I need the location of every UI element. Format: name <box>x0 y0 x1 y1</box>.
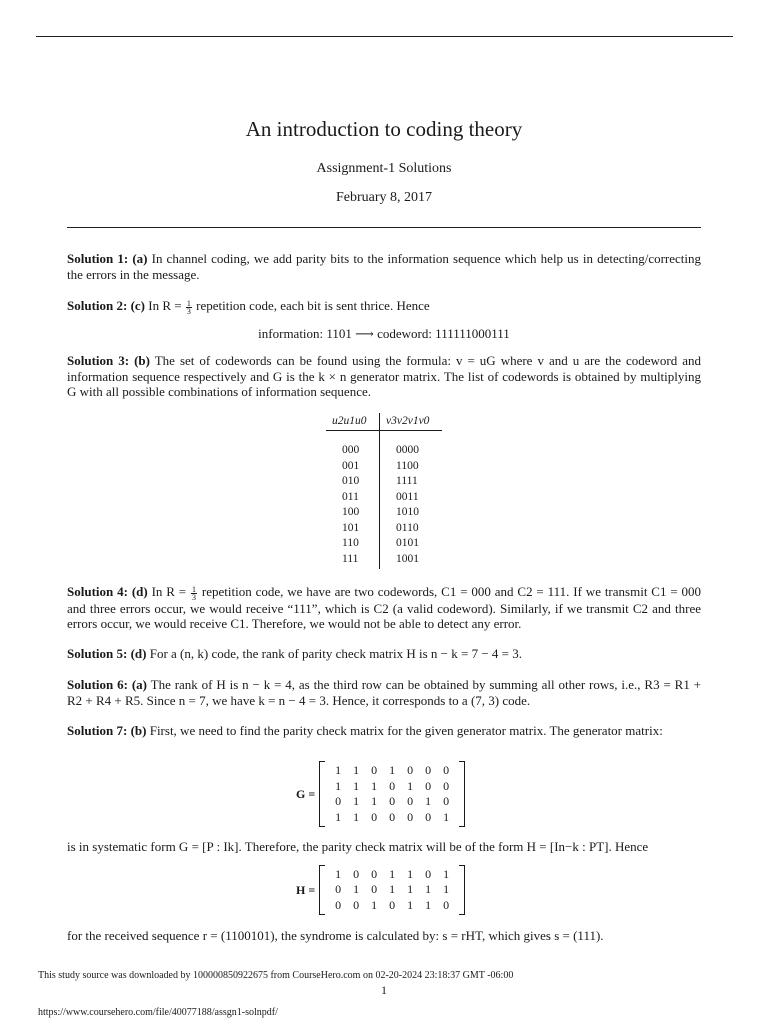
page-number: 1 <box>381 983 387 997</box>
solution-1-label: Solution 1: <box>67 251 129 266</box>
g-matrix-entry: 0 <box>425 778 432 793</box>
h-matrix-entry: 1 <box>443 866 450 881</box>
h-matrix-entry: 0 <box>335 882 342 897</box>
h-matrix-entry: 0 <box>353 866 360 881</box>
solution-7-answer: (b) <box>130 723 147 738</box>
g-matrix-entries <box>325 763 459 825</box>
h-matrix-entry: 0 <box>335 897 342 912</box>
table-cell-info: 101 <box>342 521 360 534</box>
g-matrix-entry: 0 <box>335 794 342 808</box>
parity-check-matrix <box>296 865 465 915</box>
solution-2 <box>67 298 701 315</box>
table-row <box>326 506 442 522</box>
table-row <box>326 522 442 538</box>
table-cell-codeword: 1010 <box>396 506 419 518</box>
g-matrix-entry: 0 <box>425 763 432 777</box>
g-matrix-entry: 1 <box>371 778 378 793</box>
solution-2-text-a: In R = <box>148 298 182 313</box>
h-matrix-entry: 0 <box>353 897 360 912</box>
download-source-note: This study source was downloaded by 100000850922675 from CourseHero.com on 02-20-2024 23:18:37 GMT -06:00 <box>38 970 514 981</box>
g-matrix-entry: 1 <box>353 794 360 808</box>
table-cell-info: 100 <box>342 506 360 518</box>
generator-matrix <box>296 761 465 827</box>
solution-5 <box>67 646 701 662</box>
solution-4-text: repetition code, we have are two codewords, C1 = 000 and C2 = 111. If we transmit C1 = 000 and three errors occur, we would receive “111”, which is C2 (a valid codeword). Similarly, if we transmit C2 and three errors occur, we would receive C1. Therefore, we would not be able to detect any error. <box>67 584 702 632</box>
g-matrix-entry: 1 <box>371 794 378 808</box>
h-matrix-entry: 0 <box>443 897 450 912</box>
solution-2-answer: (c) <box>130 298 146 313</box>
solution-2-label: Solution 2: <box>67 298 128 313</box>
solution-3-text: The set of codewords can be found using the formula: v = uG where v and u are the codeword and information sequence respectively and G is the k × n generator matrix. The list of codewords is obtained by multiplying G with all possible combinations of information sequence. <box>67 353 701 399</box>
g-matrix-entry: 1 <box>389 763 396 777</box>
source-url[interactable]: https://www.coursehero.com/file/40077188/assgn1-solnpdf/ <box>38 1007 278 1018</box>
h-matrix-entry: 1 <box>407 897 414 912</box>
table-row <box>326 460 442 476</box>
solution-7-end: for the received sequence r = (1100101), the syndrome is calculated by: s = rHT, which gives s = (111). <box>67 928 604 943</box>
codeword-table <box>326 413 442 569</box>
h-matrix-entry: 0 <box>371 866 378 881</box>
g-matrix-entry: 0 <box>389 794 396 808</box>
fraction-one-third-2: $\frac{1}{3}$ <box>192 584 197 602</box>
table-cell-codeword: 1111 <box>396 475 418 487</box>
table-cell-info: 000 <box>342 444 360 456</box>
g-right-bracket <box>459 761 465 827</box>
h-right-bracket <box>459 865 465 915</box>
table-cell-codeword: 1100 <box>396 459 419 472</box>
table-cell-codeword: 1001 <box>396 552 419 565</box>
h-matrix-entry: 1 <box>425 897 432 912</box>
h-matrix-entry: 1 <box>389 866 396 881</box>
h-matrix-entry: 0 <box>425 866 432 881</box>
table-cell-info: 110 <box>342 537 359 549</box>
table-cell-info: 111 <box>342 552 359 565</box>
solution-6 <box>67 677 701 708</box>
g-matrix-entry: 1 <box>425 794 432 808</box>
g-matrix-label: G = <box>296 786 316 801</box>
table-cell-codeword: 0110 <box>396 521 419 534</box>
solution-4 <box>67 584 701 632</box>
header-rule <box>67 227 701 228</box>
h-matrix-entry: 1 <box>371 897 378 912</box>
solution-3-answer: (b) <box>134 353 150 368</box>
fraction-one-third: $\frac{1}{3}$ <box>186 298 191 316</box>
solution-1-text: In channel coding, we add parity bits to the information sequence which help us in detecting/correcting the errors in the message. <box>67 251 702 282</box>
solution-5-text: For a (n, k) code, the rank of parity check matrix H is n − k = 7 − 4 = 3. <box>149 646 523 661</box>
table-row <box>326 444 442 460</box>
h-matrix-entries <box>325 867 459 914</box>
h-matrix-entry: 1 <box>443 882 450 897</box>
h-matrix-entry: 1 <box>335 866 342 881</box>
solution-7-text: First, we need to find the parity check matrix for the given generator matrix. The generator matrix: <box>149 723 663 738</box>
table-cell-codeword: 0101 <box>396 537 419 549</box>
solution-4-lead: In R = <box>151 584 187 599</box>
g-matrix-entry: 0 <box>389 778 396 793</box>
h-matrix-entry: 0 <box>371 882 378 897</box>
g-matrix-entry: 0 <box>407 809 414 824</box>
table-row <box>326 537 442 553</box>
g-matrix-entry: 1 <box>335 778 342 793</box>
table-cell-codeword: 0000 <box>396 444 419 456</box>
solution-4-label: Solution 4: <box>67 584 128 599</box>
g-matrix-entry: 0 <box>371 809 378 824</box>
table-cell-info: 001 <box>342 459 360 472</box>
table-header-codeword: v3v2v1v0 <box>386 415 430 427</box>
solution-5-label: Solution 5: <box>67 646 128 661</box>
table-header-info: u2u1u0 <box>332 415 367 427</box>
solution-4-answer: (d) <box>131 584 148 599</box>
g-matrix-entry: 0 <box>371 763 378 777</box>
table-row <box>326 491 442 507</box>
h-matrix-entry: 1 <box>353 882 360 897</box>
solution-1 <box>67 251 701 282</box>
solution-2-text-b: repetition code, each bit is sent thrice. Hence <box>196 298 430 313</box>
table-row <box>326 475 442 491</box>
g-matrix-entry: 1 <box>335 809 342 824</box>
top-rule <box>36 36 733 37</box>
solution-7-label: Solution 7: <box>67 723 128 738</box>
h-matrix-label: H = <box>296 882 316 897</box>
g-matrix-entry: 0 <box>407 794 414 808</box>
table-cell-info: 010 <box>342 475 360 487</box>
table-cell-info: 011 <box>342 490 359 503</box>
g-matrix-entry: 0 <box>443 763 450 777</box>
h-matrix-entry: 1 <box>425 882 432 897</box>
g-matrix-entry: 0 <box>389 809 396 824</box>
g-matrix-entry: 1 <box>335 763 342 777</box>
h-matrix-entry: 1 <box>407 866 414 881</box>
solution-7-mid: is in systematic form G = [P : Ik]. Therefore, the parity check matrix will be of the form H = [In−k : PT]. Hence <box>67 839 649 854</box>
table-cell-codeword: 0011 <box>396 490 419 503</box>
solution-3 <box>67 353 701 400</box>
g-matrix-entry: 1 <box>353 763 360 777</box>
g-matrix-entry: 0 <box>407 763 414 777</box>
solution-7 <box>67 723 701 739</box>
solution-6-text: The rank of H is n − k = 4, as the third row can be obtained by summing all other rows, i.e., R3 = R1 + R2 + R4 + R5. Since n = 7, we have k = n − 4 = 3. Hence, it corresponds to a (7, 3) code. <box>67 677 702 708</box>
document-date: February 8, 2017 <box>335 190 433 205</box>
solution-3-label: Solution 3: <box>67 353 130 368</box>
solution-2-display: information: 1101 ⟶ codeword: 111111000111 <box>258 326 510 341</box>
document-subtitle: Assignment-1 Solutions <box>316 161 452 176</box>
solution-1-answer: (a) <box>132 251 148 266</box>
g-matrix-entry: 1 <box>353 778 360 793</box>
h-matrix-entry: 1 <box>407 882 414 897</box>
document-title: An introduction to coding theory <box>245 117 523 141</box>
solution-6-label: Solution 6: <box>67 677 128 692</box>
g-matrix-entry: 0 <box>443 794 450 808</box>
g-matrix-entry: 0 <box>425 809 432 824</box>
table-header-rule <box>326 430 442 431</box>
g-matrix-entry: 1 <box>443 809 450 824</box>
solution-5-answer: (d) <box>130 646 147 661</box>
solution-6-answer: (a) <box>131 677 147 692</box>
h-matrix-entry: 0 <box>389 897 396 912</box>
g-matrix-entry: 0 <box>443 778 450 793</box>
table-row <box>326 553 442 569</box>
g-matrix-entry: 1 <box>353 809 360 824</box>
h-matrix-entry: 1 <box>389 882 396 897</box>
g-matrix-entry: 1 <box>407 778 414 793</box>
